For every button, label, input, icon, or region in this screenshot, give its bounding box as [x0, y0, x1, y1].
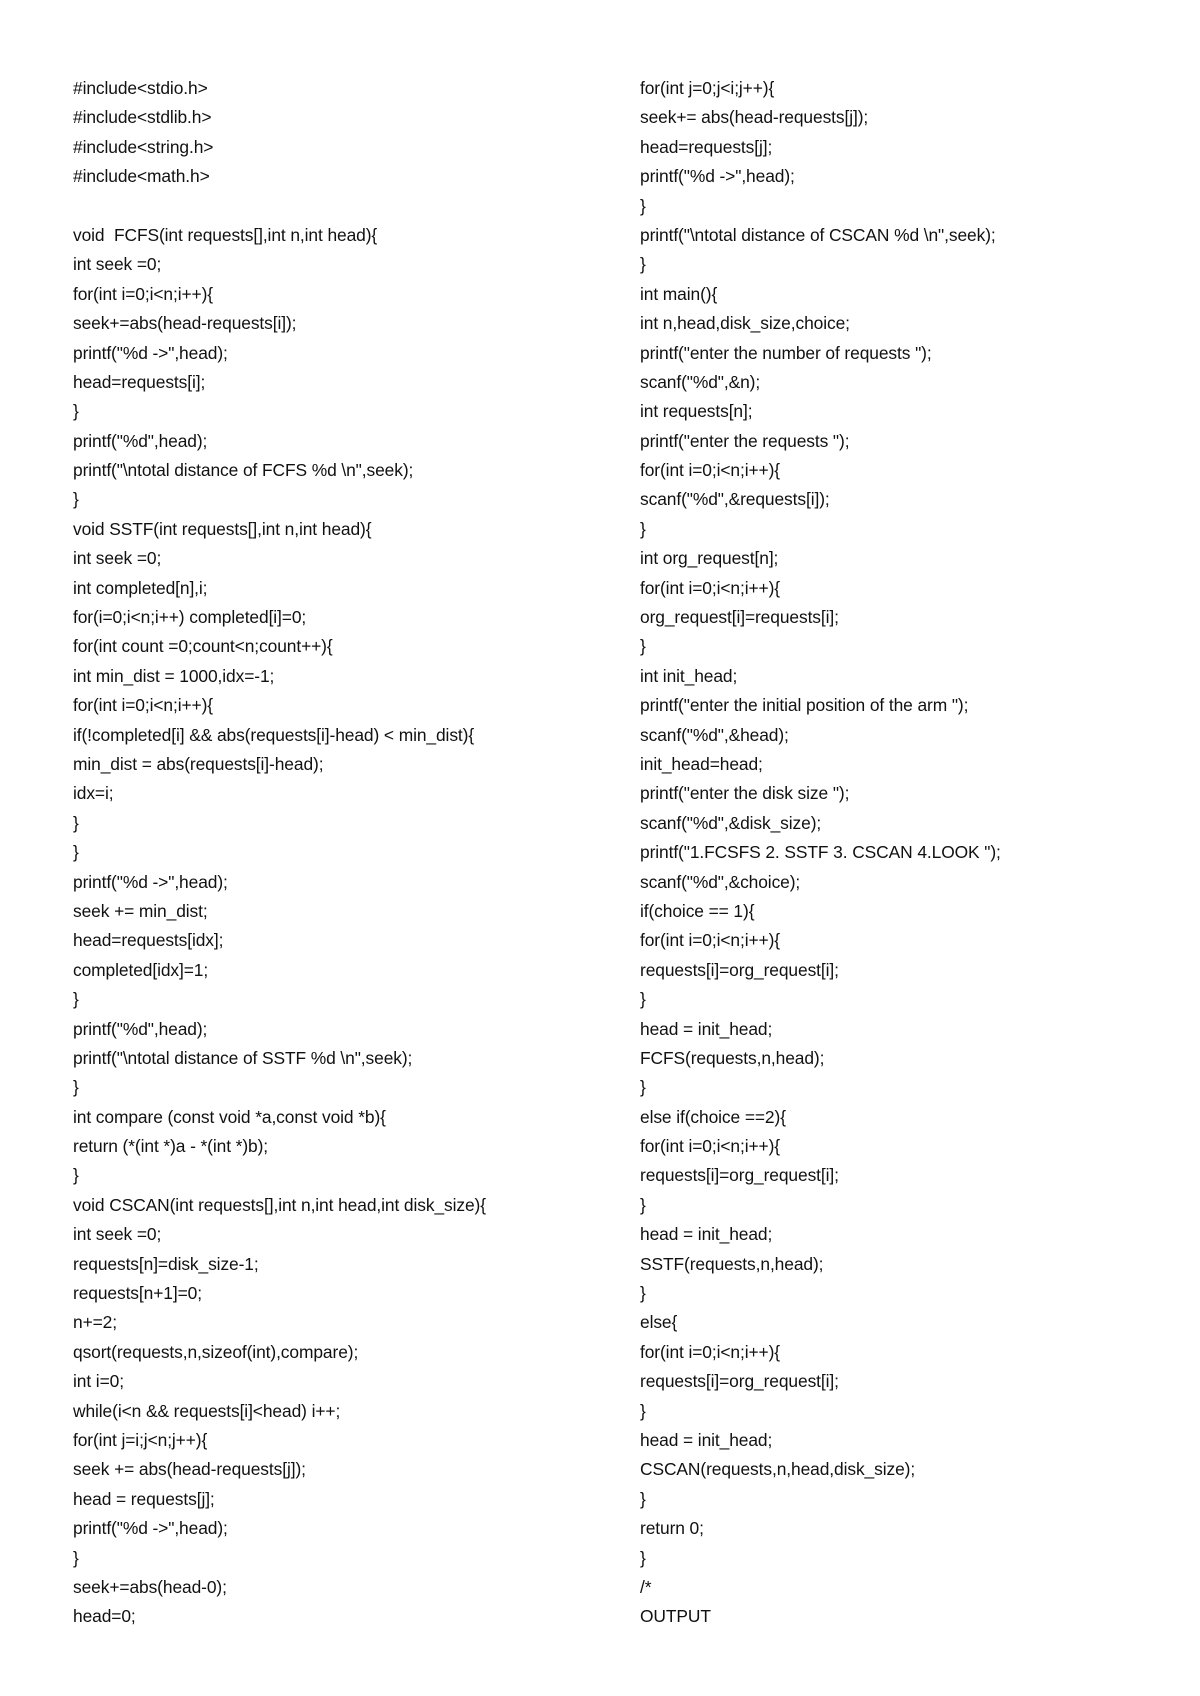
code-line: for(int i=0;i<n;i++){ — [73, 283, 214, 304]
code-line: head=requests[j]; — [640, 136, 773, 157]
code-line: scanf("%d",&head); — [640, 724, 789, 745]
code-line: int compare (const void *a,const void *b){ — [73, 1106, 386, 1127]
code-line: printf("enter the number of requests "); — [640, 342, 932, 363]
code-line: head = init_head; — [640, 1018, 773, 1039]
code-line: int requests[n]; — [640, 401, 753, 422]
code-line: head=0; — [73, 1606, 136, 1627]
code-line: } — [640, 636, 646, 657]
code-line: seek+= abs(head-requests[j]); — [640, 107, 869, 128]
code-line: scanf("%d",&disk_size); — [640, 812, 822, 833]
code-line: for(int i=0;i<n;i++){ — [640, 1341, 781, 1362]
code-line: printf("enter the disk size "); — [640, 783, 850, 804]
code-line: void SSTF(int requests[],int n,int head){ — [73, 518, 372, 539]
code-line: #include<stdio.h> — [73, 78, 208, 98]
code-line: printf("\ntotal distance of FCFS %d \n",seek); — [73, 460, 414, 481]
code-line: } — [640, 254, 646, 275]
code-line: for(int j=0;j<i;j++){ — [640, 78, 775, 98]
code-line: } — [640, 1194, 646, 1215]
code-line: for(i=0;i<n;i++) completed[i]=0; — [73, 607, 307, 628]
code-line: /* — [640, 1576, 652, 1597]
code-line: for(int i=0;i<n;i++){ — [73, 695, 214, 716]
code-line: int completed[n],i; — [73, 577, 208, 598]
code-line: printf("\ntotal distance of CSCAN %d \n",seek); — [640, 224, 996, 245]
code-line: CSCAN(requests,n,head,disk_size); — [640, 1459, 916, 1480]
code-line: } — [640, 518, 646, 539]
code-line: for(int i=0;i<n;i++){ — [640, 577, 781, 598]
code-line: void CSCAN(int requests[],int n,int head,int disk_size){ — [73, 1194, 486, 1215]
code-line: int i=0; — [73, 1371, 124, 1392]
code-line: seek += abs(head-requests[j]); — [73, 1459, 306, 1480]
code-line: } — [640, 1488, 646, 1509]
code-line: printf("enter the initial position of the arm "); — [640, 695, 969, 716]
code-line: head=requests[idx]; — [73, 930, 224, 951]
code-line: init_head=head; — [640, 753, 763, 774]
code-line: min_dist = abs(requests[i]-head); — [73, 753, 324, 774]
code-line: if(choice == 1){ — [640, 900, 755, 921]
code-line: int min_dist = 1000,idx=-1; — [73, 665, 275, 686]
code-line: qsort(requests,n,sizeof(int),compare); — [73, 1341, 359, 1362]
code-column-right — [640, 74, 1180, 1632]
code-line: } — [73, 812, 79, 833]
code-line: scanf("%d",&choice); — [640, 871, 801, 892]
code-line: } — [640, 195, 646, 216]
code-line: } — [640, 1547, 646, 1568]
code-line: int org_request[n]; — [640, 548, 779, 569]
code-line: FCFS(requests,n,head); — [640, 1047, 825, 1068]
code-line: printf("%d ->",head); — [73, 1518, 228, 1539]
code-line: #include<math.h> — [73, 166, 210, 187]
code-line: } — [640, 1077, 646, 1098]
code-line: int seek =0; — [73, 1224, 162, 1245]
code-line: else if(choice ==2){ — [640, 1106, 786, 1127]
code-line: return (*(int *)a - *(int *)b); — [73, 1136, 269, 1157]
code-line: seek += min_dist; — [73, 900, 208, 921]
code-line: if(!completed[i] && abs(requests[i]-head) < min_dist){ — [73, 724, 475, 745]
code-line: int seek =0; — [73, 548, 162, 569]
code-line: idx=i; — [73, 783, 114, 804]
code-line: int init_head; — [640, 665, 738, 686]
code-line: for(int j=i;j<n;j++){ — [73, 1429, 208, 1450]
code-line: else{ — [640, 1312, 678, 1333]
code-line: for(int i=0;i<n;i++){ — [640, 460, 781, 481]
code-line: requests[i]=org_request[i]; — [640, 959, 839, 980]
code-line: } — [73, 1165, 79, 1186]
code-line: } — [73, 401, 79, 422]
code-line: head = requests[j]; — [73, 1488, 215, 1509]
code-line: int main(){ — [640, 283, 718, 304]
code-line: } — [640, 1283, 646, 1304]
code-line: printf("%d",head); — [73, 1018, 208, 1039]
code-line: #include<string.h> — [73, 136, 214, 157]
code-line: int seek =0; — [73, 254, 162, 275]
code-line: printf("%d ->",head); — [73, 871, 228, 892]
code-line: OUTPUT — [640, 1606, 711, 1627]
code-line: requests[n]=disk_size-1; — [73, 1253, 259, 1274]
code-line: } — [73, 1077, 79, 1098]
code-line: n+=2; — [73, 1312, 117, 1333]
code-line: } — [640, 989, 646, 1010]
code-line: } — [73, 489, 79, 510]
code-line: org_request[i]=requests[i]; — [640, 607, 839, 628]
code-line: for(int count =0;count<n;count++){ — [73, 636, 333, 657]
code-line: printf("enter the requests "); — [640, 430, 850, 451]
code-line: } — [73, 1547, 79, 1568]
code-line: } — [73, 989, 79, 1010]
code-line: printf("1.FCSFS 2. SSTF 3. CSCAN 4.LOOK "); — [640, 842, 1001, 863]
code-line: requests[i]=org_request[i]; — [640, 1165, 839, 1186]
code-line: for(int i=0;i<n;i++){ — [640, 930, 781, 951]
code-line: requests[i]=org_request[i]; — [640, 1371, 839, 1392]
code-line: printf("%d ->",head); — [73, 342, 228, 363]
code-line: seek+=abs(head-0); — [73, 1576, 227, 1597]
code-line: SSTF(requests,n,head); — [640, 1253, 824, 1274]
code-line: requests[n+1]=0; — [73, 1283, 202, 1304]
code-line: int n,head,disk_size,choice; — [640, 313, 850, 334]
code-line: void FCFS(int requests[],int n,int head){ — [73, 224, 378, 245]
code-line: head = init_head; — [640, 1429, 773, 1450]
code-line: #include<stdlib.h> — [73, 107, 212, 128]
code-line: for(int i=0;i<n;i++){ — [640, 1136, 781, 1157]
code-line: } — [73, 842, 79, 863]
code-column-left — [73, 74, 613, 1632]
code-line — [73, 192, 613, 221]
code-line: printf("%d",head); — [73, 430, 208, 451]
code-line: scanf("%d",&requests[i]); — [640, 489, 830, 510]
code-line: } — [640, 1400, 646, 1421]
code-line: return 0; — [640, 1518, 704, 1539]
code-line: head=requests[i]; — [73, 371, 206, 392]
code-line: printf("\ntotal distance of SSTF %d \n",seek); — [73, 1047, 413, 1068]
code-line: seek+=abs(head-requests[i]); — [73, 313, 297, 334]
code-line: completed[idx]=1; — [73, 959, 209, 980]
code-line: scanf("%d",&n); — [640, 371, 761, 392]
code-line: while(i<n && requests[i]<head) i++; — [73, 1400, 341, 1421]
code-line: printf("%d ->",head); — [640, 166, 795, 187]
code-line: head = init_head; — [640, 1224, 773, 1245]
